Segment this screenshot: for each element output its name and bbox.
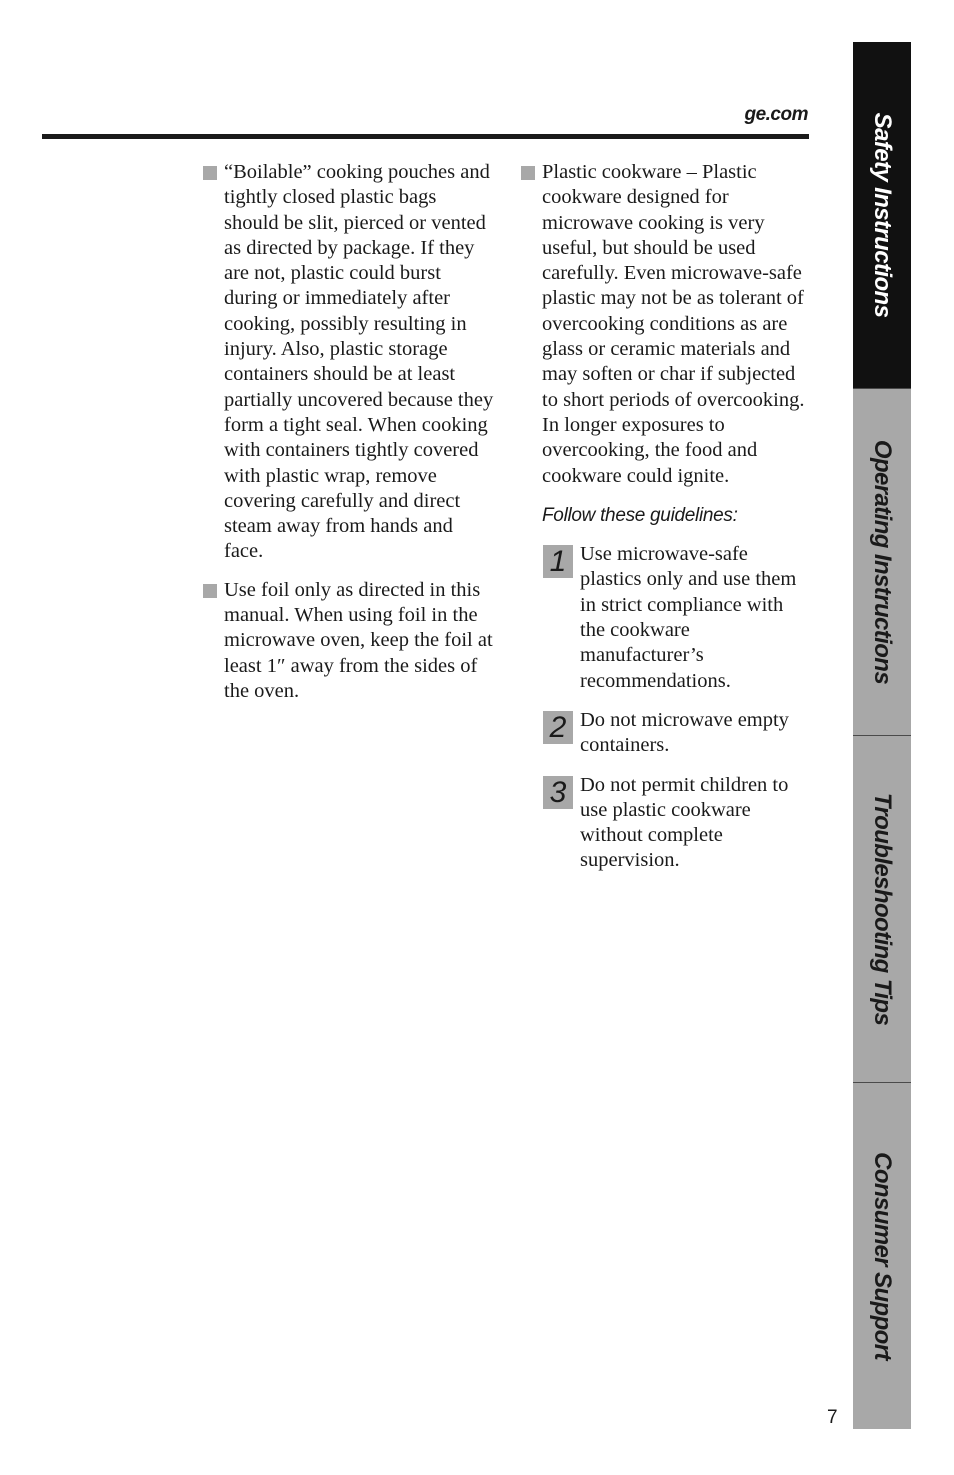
tab-label: Consumer Support (869, 1152, 896, 1360)
step-number-badge: 3 (543, 776, 573, 809)
step-number-badge: 1 (543, 545, 573, 578)
header-rule (42, 134, 809, 139)
tab-operating-instructions[interactable] (853, 389, 911, 736)
page-number: 7 (827, 1407, 838, 1428)
step-number-badge: 2 (543, 711, 573, 744)
step-text: Use microwave-safe plastics only and use them in strict compliance with the cookware manufacturer’s recommendations. (580, 543, 797, 692)
numbered-item (521, 542, 806, 694)
tab-label: Operating Instructions (869, 439, 896, 685)
tab-troubleshooting-tips[interactable] (853, 736, 911, 1083)
guidelines-heading: Follow these guidelines: (542, 504, 738, 526)
site-url: ge.com (744, 104, 808, 125)
tab-label: Safety Instructions (869, 112, 896, 318)
square-bullet-icon (521, 166, 535, 180)
section-tabs (853, 42, 911, 1429)
list-item (203, 578, 495, 704)
bullet-text: “Boilable” cooking pouches and tightly closed plastic bags should be slit, pierced or vented as directed by package. If they are not, plastic could burst during or immediately after cooking, possibly resulting in injury. Also, plastic storage containers should be at least partially uncovered because they form a tight seal. When cooking with containers tightly covered with plastic wrap, remove covering carefully and direct steam away from hands and face. (224, 161, 494, 563)
list-item (521, 160, 806, 489)
tab-consumer-support[interactable] (853, 1083, 911, 1429)
list-item (203, 160, 495, 565)
numbered-item (521, 708, 806, 759)
square-bullet-icon (203, 166, 217, 180)
bullet-text: Plastic cookware – Plastic cookware designed for microwave cooking is very useful, but should be used carefully. Even microwave-safe plastic may not be as tolerant of overcooking conditions as are glass or ceramic materials and may soften or char if subjected to short periods of overcooking. In longer exposures to overcooking, the food and cookware could ignite. (542, 161, 805, 487)
bullet-text: Use foil only as directed in this manual. When using foil in the microwave oven, keep the foil at least 1″ away from the sides of the oven. (224, 578, 493, 702)
step-text: Do not microwave empty containers. (580, 708, 789, 757)
right-column (521, 160, 806, 888)
left-column (203, 160, 495, 717)
square-bullet-icon (203, 584, 217, 598)
tab-safety-instructions[interactable] (853, 42, 911, 389)
tab-label: Troubleshooting Tips (869, 792, 896, 1026)
step-text: Do not permit children to use plastic cookware without complete supervision. (580, 773, 789, 872)
numbered-item (521, 773, 806, 874)
